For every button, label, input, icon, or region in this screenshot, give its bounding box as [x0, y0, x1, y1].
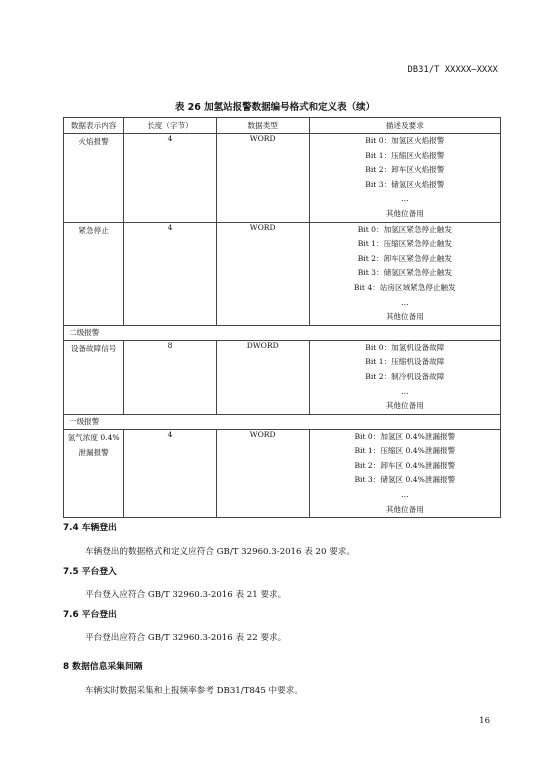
- column-header: 长度（字节）: [124, 118, 217, 134]
- row-length: 8: [124, 340, 217, 414]
- table-title: 表 26 加氢站报警数据编号格式和定义表（续）: [174, 102, 376, 113]
- column-header: 描述及要求: [309, 118, 500, 134]
- table-group-row: [64, 325, 501, 340]
- row-content-name: 火焰报警: [64, 134, 124, 223]
- row-data-type: WORD: [216, 429, 309, 518]
- table-row: [64, 222, 501, 325]
- section-heading: 7.4 车辆登出: [63, 523, 117, 533]
- row-length: 4: [124, 222, 217, 325]
- table-row: [64, 340, 501, 414]
- row-data-type: WORD: [216, 222, 309, 325]
- row-content-name: 紧急停止: [64, 222, 124, 325]
- page-number: 16: [479, 716, 490, 726]
- section-heading: 8 数据信息采集间隔: [63, 662, 143, 672]
- section-heading: 7.5 平台登入: [63, 567, 117, 577]
- table-group-row: [64, 414, 501, 429]
- row-data-type: WORD: [216, 134, 309, 223]
- section-heading: 7.6 平台登出: [63, 610, 117, 620]
- row-description: Bit 0：加氢区火焰报警 Bit 1：压缩区火焰报警 Bit 2：卸车区火焰报警 Bit 3：储氢区火焰报警 … 其他位备用: [309, 134, 500, 223]
- group-label: 二级报警: [64, 325, 501, 340]
- row-description: Bit 0：加氢区 0.4%泄漏报警 Bit 1：压缩区 0.4%泄漏报警 Bit 2：卸车区 0.4%泄漏报警 Bit 3：储氢区 0.4%泄漏报警 … 其他位备用: [309, 429, 500, 518]
- table-header-row: [64, 118, 501, 134]
- section-text: 平台登出应符合 GB/T 32960.3-2016 表 22 要求。: [85, 633, 287, 643]
- table-row: [64, 429, 501, 518]
- column-header: 数据表示内容: [64, 118, 124, 134]
- row-content-name: 氢气浓度 0.4% 泄漏报警: [64, 429, 124, 518]
- row-length: 4: [124, 134, 217, 223]
- section-text: 平台登入应符合 GB/T 32960.3-2016 表 21 要求。: [85, 590, 287, 600]
- table-row: [64, 134, 501, 223]
- document-code: DB31/T XXXXX—XXXX: [407, 65, 498, 75]
- row-description: Bit 0：加氢区紧急停止触发 Bit 1：压缩区紧急停止触发 Bit 2：卸车区紧急停止触发 Bit 3：储氢区紧急停止触发 Bit 4：站房区域紧急停止触发 … 其他位备用: [309, 222, 500, 325]
- group-label: 一级报警: [64, 414, 501, 429]
- section-text: 车辆实时数据采集和上报频率参考 DB31/T845 中要求。: [85, 686, 303, 696]
- row-content-name: 设备故障信号: [64, 340, 124, 414]
- section-text: 车辆登出的数据格式和定义应符合 GB/T 32960.3-2016 表 20 要求。: [85, 547, 355, 557]
- row-length: 4: [124, 429, 217, 518]
- row-description: Bit 0：加氢机设备故障 Bit 1：压缩机设备故障 Bit 2：制冷机设备故障 … 其他位备用: [309, 340, 500, 414]
- column-header: 数据类型: [216, 118, 309, 134]
- row-data-type: DWORD: [216, 340, 309, 414]
- alarm-data-table: [63, 117, 501, 518]
